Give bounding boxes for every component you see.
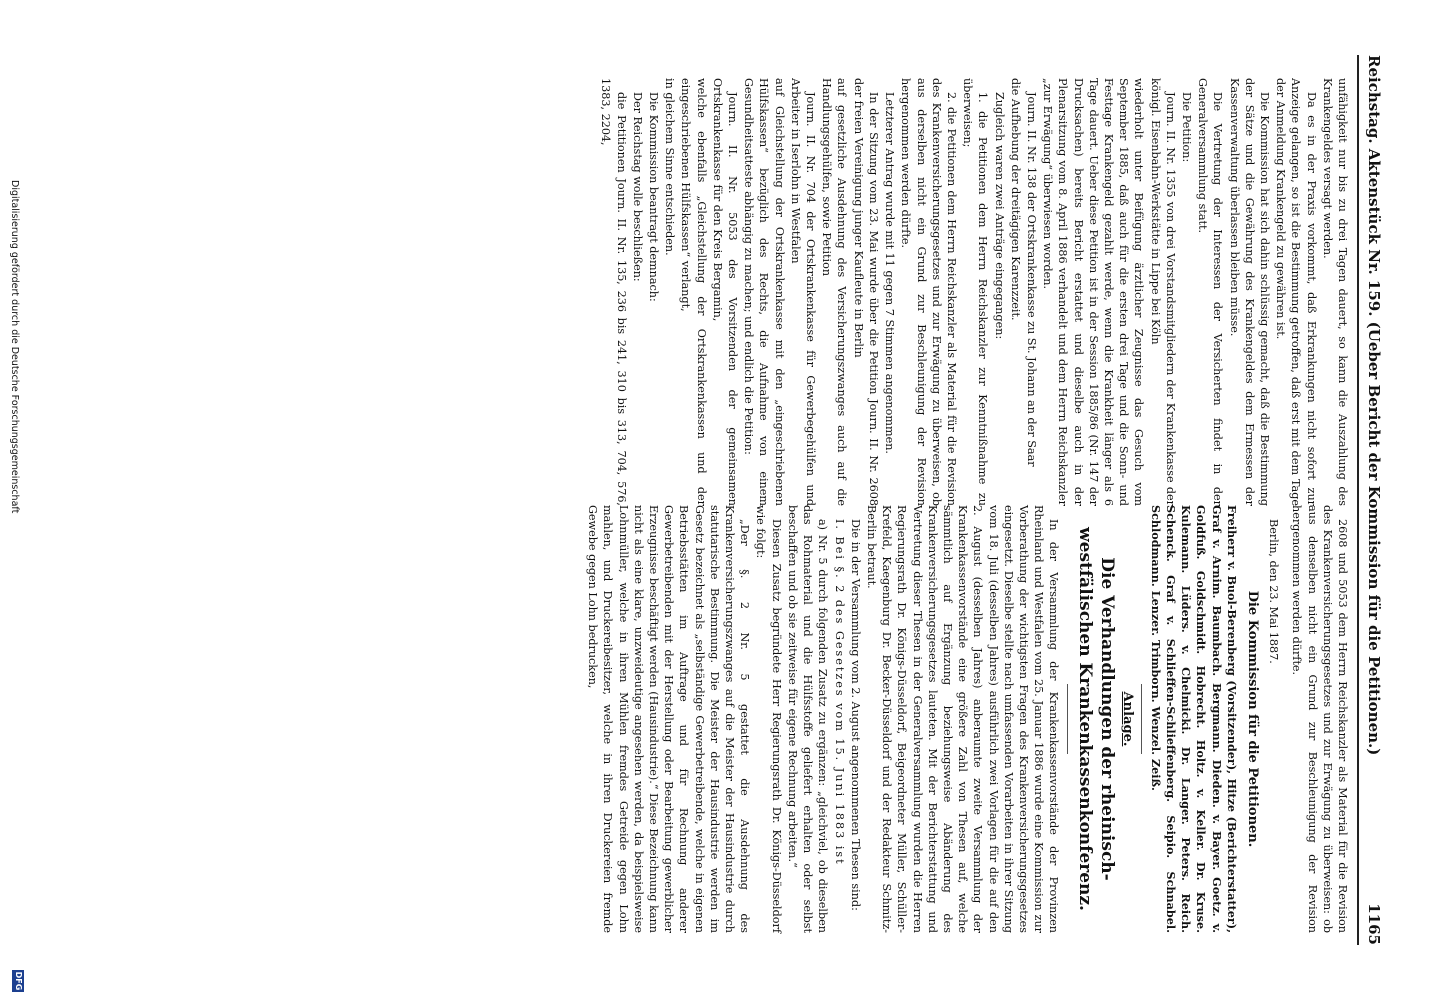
annex-label: Anlage. (1119, 691, 1135, 747)
paragraph: auf gesetzliche Ausdehnung des Versicherungszwanges auch auf die Handlungsgehülfen, sowie Petition (820, 78, 849, 506)
paragraph: welche ebenfalls „Gleichstellung der Ortskrankenkassen und der eingeschriebenen Hülfskassen“ verlangt, (679, 78, 708, 506)
running-head: Reichstag. Aktenstück Nr. 159. (Ueber Bericht der Kommission für die Petitionen.) (1365, 55, 1383, 756)
annex-title: Die Verhandlungen der rheinisch-westfälischen Krankenkassenkonferenz. (1075, 527, 1118, 911)
paragraph: Die Petition: (1179, 92, 1193, 163)
paragraph: auf Gleichstellung der Ortskrankenkasse mit den „eingeschriebenen Hülfskassen“ bezüglich des Rechts, die Aufnahme von einem Gesundheitsatteste abhängig zu machen; und endlich die Petition: (742, 78, 786, 506)
paragraph: Die in der Versammlung vom 2. August angenommenen Thesen sind: (848, 519, 862, 911)
petition-reference: Journ. II. Nr. 1355 von drei Vorstandsmitgliedern der Krankenkasse der königl. Eisenbahn-Werkstätte in Lippe bei Köln (1148, 78, 1177, 506)
paragraph: Letzterer Antrag wurde mit 11 gegen 7 Stimmen angenommen. (883, 92, 897, 454)
paragraph: Der Reichstag wolle beschließen: (630, 92, 644, 282)
footer-credit: Digitalisierung gefördert durch die Deutsche Forschungsgemeinschaft (9, 180, 20, 514)
list-item: 1. die Petitionen dem Herrn Reichskanzler zur Kenntnißnahme zu überweisen; (961, 78, 990, 506)
right-column (584, 505, 1350, 933)
paragraph: Diesen Zusatz begründete Herr Regierungsrath Dr. Königs-Düsseldorf wie folgt: (754, 505, 783, 933)
petition-reference: Journ. II. Nr. 138 der Ortskrankenkasse zu St. Johann an der Saar (1024, 92, 1038, 467)
paragraph: Die Vertretung der Interessen der Versicherten findet in der Generalversammlung statt. (1196, 78, 1225, 506)
petition-reference: Journ. II. Nr. 5053 des Vorsitzenden der gemeinsamen Ortskrankenkasse für den Kreis Bergamin, (710, 78, 740, 506)
divider (1067, 684, 1068, 754)
page-number: 1165 (1365, 903, 1383, 945)
resolution-text: die Petitionen Journ. II. Nr. 135, 236 bis 241, 310 bis 313, 704, 576, 1383, 2204, (599, 78, 628, 506)
commission-members: Freiherr v. Buol-Berenberg (Vorsitzender), Hitze (Berichterstatter), Graf v. Arnim. Baumbach. Bergmann. Dieden. v. Bayer. Goetz. v. Goldfuß. Goldschmidt. Hobrecht. Holtz. v. Keller. Dr. Kruse. Kulemann. Lüders. v. Chelmicki. Dr. Langer. Peters. Reich. Schenck. Graf v. Schlieffen-Schlieffenberg. Seipio. Schnabel. Schlodmann. Lenzer. Trimborn. Wenzel. Zeiß. (1148, 505, 1239, 933)
list-item: 2. die Petitionen dem Herrn Reichskanzler als Material für die Revision des Krankenversicherungsgesetzes und zur Erwägung zu überweisen, ob aus derselben nicht ein Grund zur Beschleunigung der Revision hergenommen werden dürfte. (899, 78, 958, 506)
left-column (597, 78, 1350, 506)
paragraph: Die Kommission hat sich dahin schlüssig gemacht, daß die Bestimmung der Sätze und die Gewährung des Krankengeldes dem Ermessen der Kassenverwaltung überlassen bleiben müsse. (1227, 78, 1271, 506)
paragraph: In der Sitzung vom 23. Mai wurde über die Petition Journ. II. Nr. 2608 der freien Vereinigung junger Kaufleute in Berlin (851, 78, 880, 506)
thesis-item: a) Nr. 5 durch folgenden Zusatz zu ergänzen: „gleichviel, ob dieselben das Rohmaterial und die Hülfsstoffe geliefert erhalten oder selbst beschaffen und ob sie zeitweise für eigene Rechnung arbeiten.“ (785, 505, 830, 933)
paragraph: Die Kommission beantragt demnach: (647, 92, 661, 302)
petition-reference: Journ. II. Nr. 704 der Ortskrankenkasse für Gewerbegehülfen und Arbeiter in Iserlohn in Westfalen (788, 78, 818, 506)
thesis-heading: I. Bei §. 2 des Gesetzes vom 15. Juni 1883 ist (832, 519, 846, 866)
paragraph: unfähigkeit nur bis zu drei Tagen dauert, so kann die Auszahlung des Krankengeldes versagt werden. (1320, 78, 1349, 506)
divider (1141, 684, 1142, 754)
commission-title: Die Kommission für die Petitionen. (1244, 590, 1260, 848)
paragraph: die Aufhebung der dreitägigen Karenzzeit. (1008, 78, 1022, 321)
paragraph: Zugleich waren zwei Anträge eingegangen: (992, 92, 1006, 340)
date-line: Berlin, den 23. Mai 1887. (1267, 519, 1281, 664)
page-header (1357, 55, 1387, 945)
quoted-paragraph: „Der §. 2 Nr. 5 gestattet die Ausdehnung des Krankenversicherungszwanges auf die Meister der Hausindustrie durch statutarische Bestimmung. Die Meister der Hausindustrie werden im Gesetz bezeichnet als „selbständige Gewerbetreibende, welche in eigenen Betriebsstätten im Auftrage und für Rechnung anderer Gewerbetreibenden mit der Herstellung oder Bearbeitung gewerblicher Erzeugnisse beschäftigt werden (Hausindustrie).“ Diese Bezeichnung kann nicht als eine klare, unzweideutige angesehen werden, da beispielsweise Lohnmüller, welche in ihren Mühlen fremdes Getreide gegen Lohn mahlen, und Druckereibesitzer, welche in ihren Druckereien fremde Gewebe gegen Lohn bedrucken, (586, 505, 752, 933)
paragraph: wiederholt unter Beifügung ärztlicher Zeugnisse das Gesuch vom September 1885, daß auch für die ersten drei Tage und die Sonn- und Festtage Krankengeld gezahlt werde, wenn die Krankheit länger als 6 Tage dauert. Ueber diese Petition ist in der Session 1885/86 (Nr. 147 der Drucksachen) bereits Bericht erstattet und dieselbe auch in der Plenarsitzung vom 8. April 1886 verhandelt und dem Herrn Reichskanzler „zur Erwägung“ überwiesen worden. (1041, 78, 1146, 506)
paragraph: Da es in der Praxis vorkommt, daß Erkrankungen nicht sofort zur Anzeige gelangen, so ist die Bestimmung getroffen, daß erst mit dem Tage der Anmeldung Krankengeld zu gewähren ist. (1274, 78, 1318, 506)
paragraph: in gleichem Sinne entschieden. (663, 78, 677, 256)
paragraph: In der Versammlung der Krankenkassenvorstände der Provinzen Rheinland und Westfalen vom 25. Januar 1886 wurde eine Kommission zur Vorberathung der wichtigsten Fragen des Krankenversicherungsgesetzes eingesetzt. Dieselbe stellte nach umfassenden Vorarbeiten in ihrer Sitzung vom 18. Juli (desselben Jahres) ausführlich zwei Vorlagen für die auf den 2. August (desselben Jahres) anberaumte zweite Versammlung der Krankenkassenvorstände eine größere Zahl von Thesen auf, welche sämmtlich auf Ergänzung beziehungsweise Abänderung des Krankenversicherungsgesetzes lauteten. Mit der Berichterstattung und Vertretung dieser Thesen in der Generalversammlung wurden die Herren Regierungsrath Dr. Königs-Düsseldorf, Beigeordneter Müller, Schüller-Krefeld, Kaegenburg Dr. Becker-Düsseldorf und der Redakteur Schmitz-Berlin betraut. (864, 505, 1061, 933)
paragraph: 2608 und 5053 dem Herrn Reichskanzler als Material für die Revision des Krankenversicherungsgesetzes und zur Erwägung zu überweisen: ob aus denselben nicht ein Grund zur Beschleunigung der Revision hergenommen werden dürfte. (1290, 505, 1349, 933)
dfg-logo-icon: DFG (14, 971, 23, 991)
